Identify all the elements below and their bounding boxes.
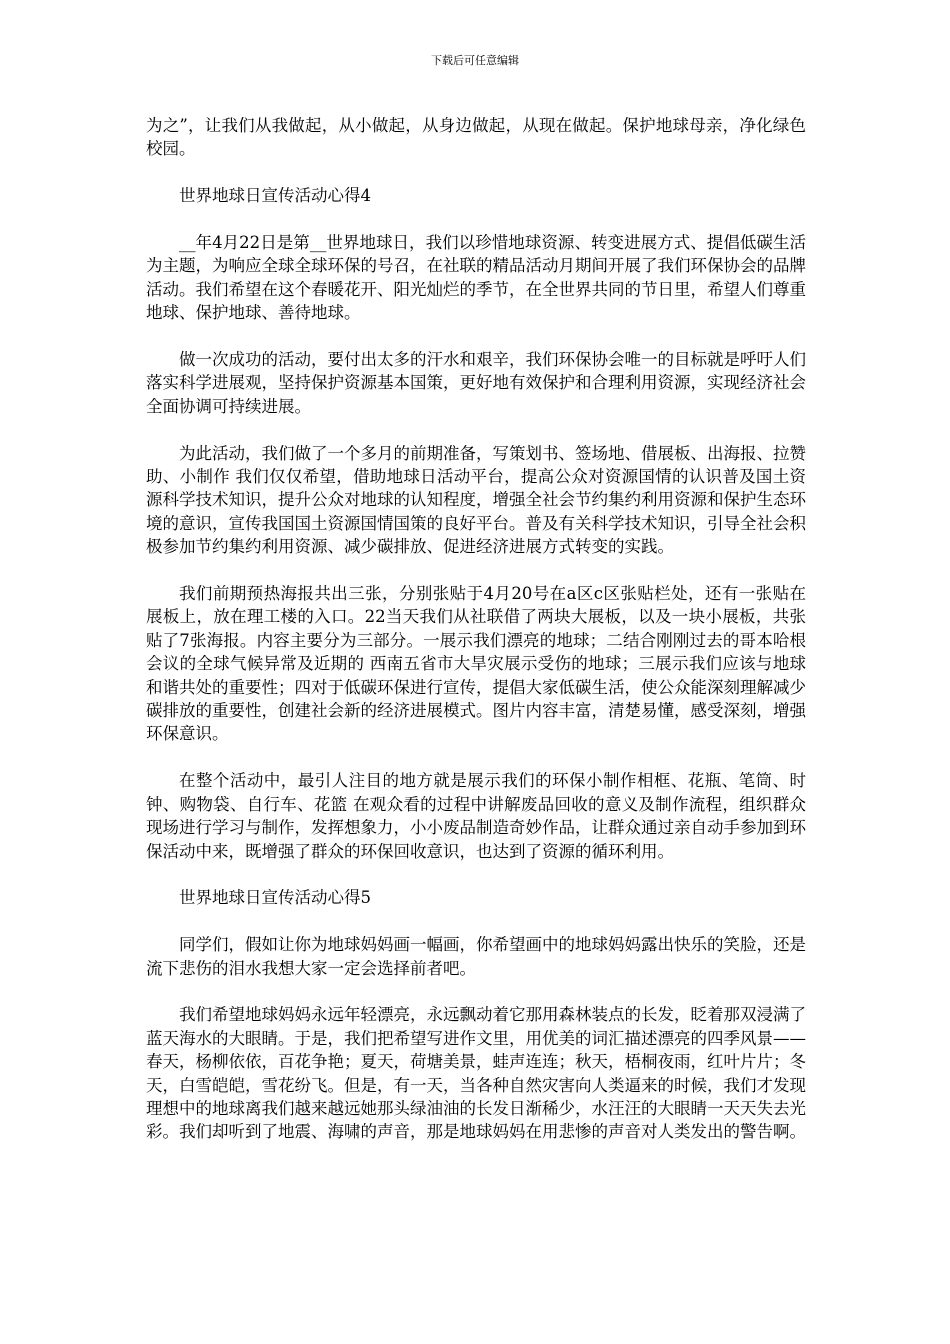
paragraph: 在整个活动中，最引人注目的地方就是展示我们的环保小制作相框、花瓶、笔筒、时钟、购物袋、自行车、花篮 在观众看的过程中讲解废品回收的意义及制作流程，组织群众现场进行学习与制作，发挥想象力，小小废品制造奇妙作品，让群众通过亲自动手参加到环保活动中来，既增强了群众的环保回收意识，也达到了资源的循环利用。 bbox=[146, 771, 806, 861]
section-heading-4: 世界地球日宣传活动心得4 bbox=[179, 186, 371, 206]
paragraph: 做一次成功的活动，要付出太多的汗水和艰辛，我们环保协会唯一的目标就是呼吁人们落实科学进展观，坚持保护资源基本国策，更好地有效保护和合理利用资源，实现经济社会全面协调可持续进展。 bbox=[146, 350, 806, 416]
paragraph-continuation: 为之”，让我们从我做起，从小做起，从身边做起，从现在做起。保护地球母亲，净化绿色校园。 bbox=[146, 116, 806, 159]
paragraph: 同学们，假如让你为地球妈妈画一幅画，你希望画中的地球妈妈露出快乐的笑脸，还是流下悲伤的泪水我想大家一定会选择前者吧。 bbox=[146, 935, 806, 978]
section-heading-5: 世界地球日宣传活动心得5 bbox=[179, 888, 371, 908]
paragraph: 我们希望地球妈妈永远年轻漂亮，永远飘动着它那用森林装点的长发，眨着那双浸满了蓝天海水的大眼睛。于是，我们把希望写进作文里，用优美的词汇描述漂亮的四季风景——春天，杨柳依依，百花争艳；夏天，荷塘美景，蛙声连连；秋天，梧桐夜雨，红叶片片；冬天，白雪皑皑，雪花纷飞。但是，有一天，当各种自然灾害向人类逼来的时候，我们才发现理想中的地球离我们越来越远她那头绿油油的长发日渐稀少，水汪汪的大眼睛一天天失去光彩。我们却听到了地震、海啸的声音，那是地球妈妈在用悲惨的声音对人类发出的警告啊。 bbox=[146, 1005, 806, 1142]
paragraph: 我们前期预热海报共出三张，分别张贴于4月20号在a区c区张贴栏处，还有一张贴在展板上，放在理工楼的入口。22当天我们从社联借了两块大展板，以及一块小展板，共张贴了7张海报。内容主要分为三部分。一展示我们漂亮的地球；二结合刚刚过去的哥本哈根会议的全球气候异常及近期的 西南五省市大旱灾展示受伤的地球；三展示我们应该与地球和谐共处的重要性；四对于低碳环保进行宣传，提倡大家低碳生活，使公众能深刻理解减少碳排放的重要性，创建社会新的经济进展模式。图片内容丰富，清楚易懂，感受深刻，增强环保意识。 bbox=[146, 584, 806, 744]
document-body bbox=[146, 114, 806, 1167]
page-header: 下载后可任意编辑 bbox=[431, 54, 519, 67]
paragraph: 为此活动，我们做了一个多月的前期准备，写策划书、签场地、借展板、出海报、拉赞助、小制作 我们仅仅希望，借助地球日活动平台，提高公众对资源国情的认识普及国土资源科学技术知识，提升公众对地球的认知程度，增强全社会节约集约利用资源和保护生态环境的意识，宣传我国国土资源国情国策的良好平台。普及有关科学技术知识，引导全社会积极参加节约集约利用资源、减少碳排放、促进经济进展方式转变的实践。 bbox=[146, 443, 806, 557]
paragraph: __年4月22日是第__世界地球日，我们以珍惜地球资源、转变进展方式、提倡低碳生活为主题，为响应全球全球环保的号召，在社联的精品活动月期间开展了我们环保协会的品牌活动。我们希望在这个春暖花开、阳光灿烂的季节，在全世界共同的节日里，希望人们尊重地球、保护地球、善待地球。 bbox=[146, 233, 806, 323]
